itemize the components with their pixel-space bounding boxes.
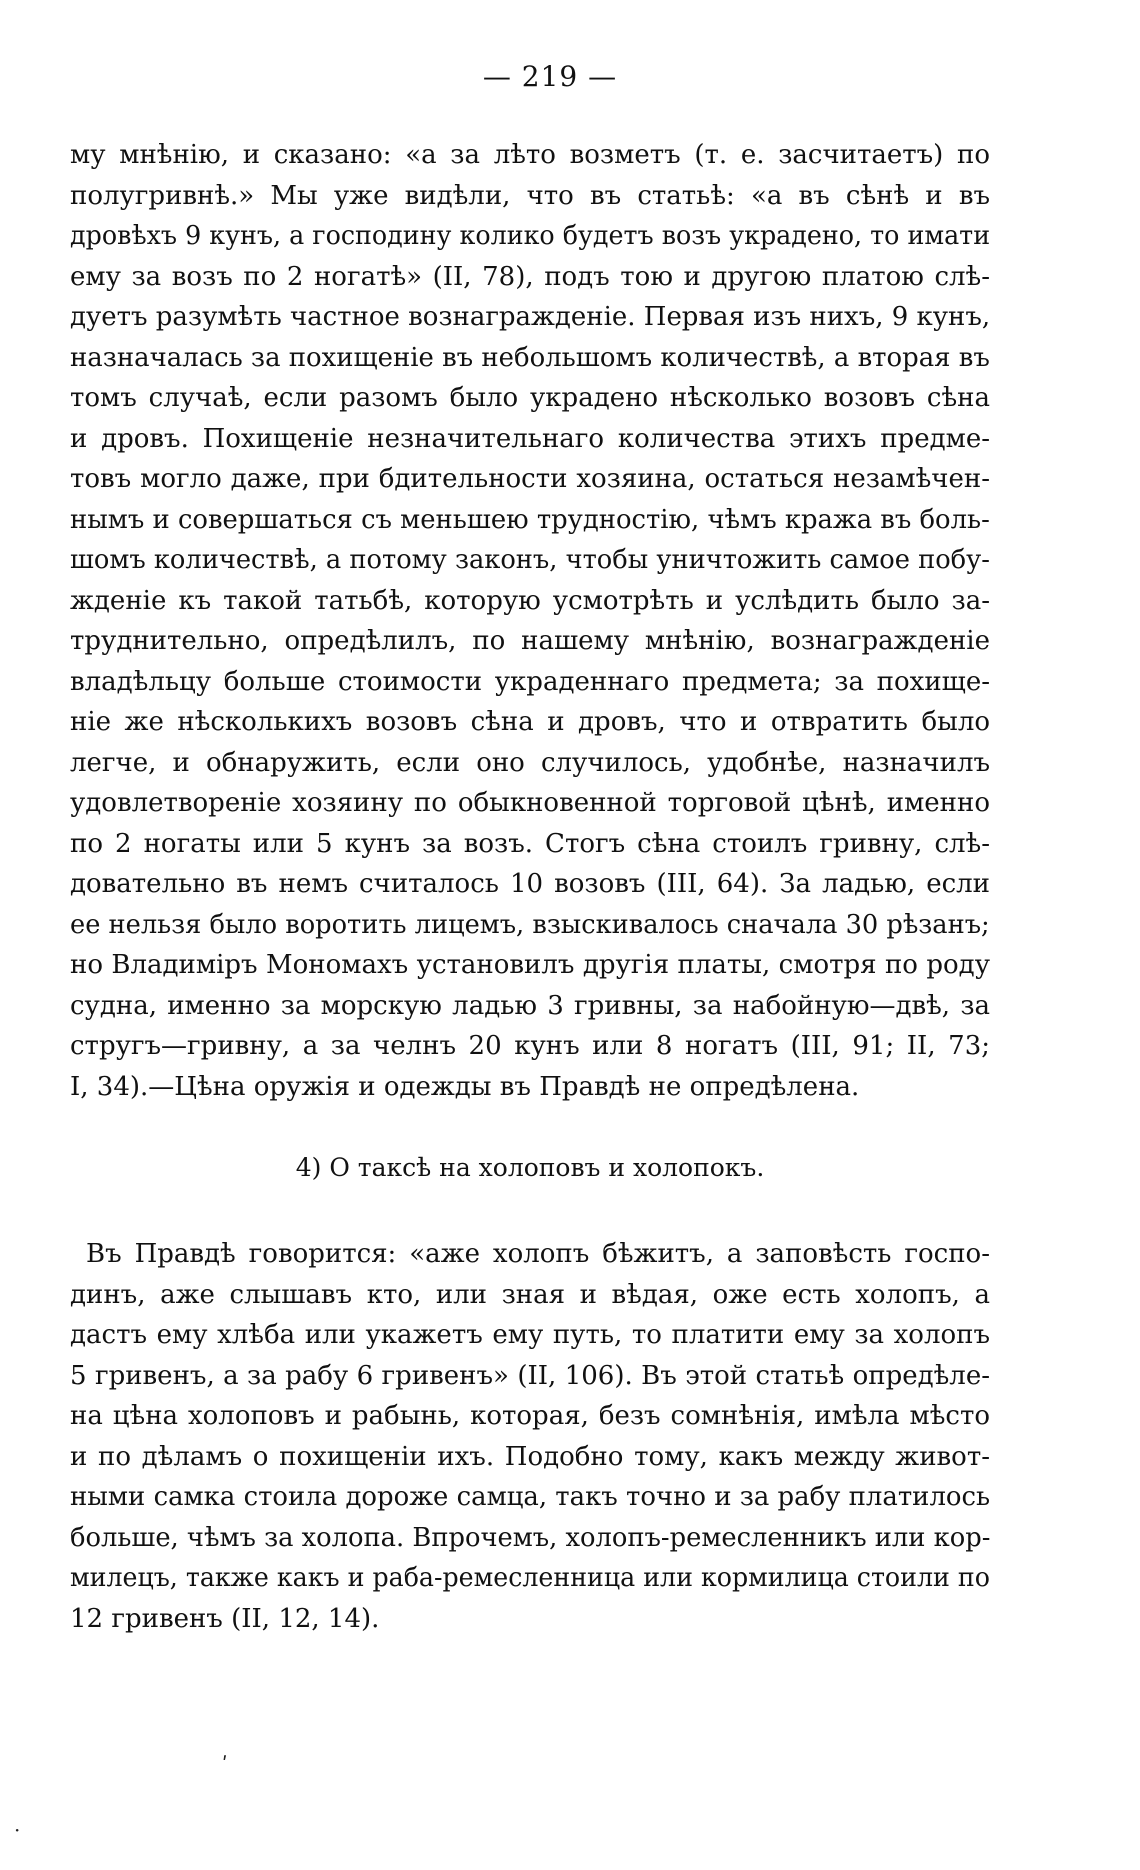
text-line: по 2 ногаты или 5 кунъ за возъ. Стогъ сѣна стоилъ гривну, слѣ- [70,828,990,859]
text-line: жденіе къ такой татьбѣ, которую усмотрѣть и услѣдить было за- [70,585,990,616]
text-line: нымъ и совершаться съ меньшею трудностію, чѣмъ кража въ боль- [70,504,990,535]
text-line: 5 гривенъ, а за рабу 6 гривенъ» (II, 106). Въ этой статьѣ опредѣле- [70,1360,990,1391]
text-line: на цѣна холоповъ и рабынь, которая, безъ сомнѣнія, имѣла мѣсто [70,1401,990,1431]
text-line: дуетъ разумѣть частное вознагражденіе. Первая изъ нихъ, 9 кунъ, [70,302,990,332]
text-line: и дровъ. Похищеніе незначительнаго количества этихъ предме- [70,423,990,454]
text-line: владѣльцу больше стоимости украденнаго предмета; за похище- [70,666,990,697]
text-line: больше, чѣмъ за холопа. Впрочемъ, холопъ-ремесленникъ или кор- [70,1522,990,1553]
text-line: дастъ ему хлѣба или укажетъ ему путь, то платити ему за холопъ [70,1320,990,1350]
text-line: му мнѣнію, и сказано: «а за лѣто возметъ (т. е. засчитаетъ) по [70,140,990,170]
text-line: 12 гривенъ (II, 12, 14). [70,1603,380,1634]
text-line: I, 34).—Цѣна оружія и одежды въ Правдѣ не опредѣлена. [70,1071,860,1102]
text-line: милецъ, также какъ и раба-ремесленница или кормилица стоили по [70,1563,990,1593]
text-line: и по дѣламъ о похищеніи ихъ. Подобно тому, какъ между живот- [70,1441,990,1472]
text-line: труднительно, опредѣлилъ, по нашему мнѣнію, вознагражденіе [70,626,990,656]
text-line: дровѣхъ 9 кунъ, а господину колико будетъ возъ украдено, то имати [70,221,991,251]
text-line: товъ могло даже, при бдительности хозяина, остаться незамѣчен- [70,464,990,494]
text-line: стругъ—гривну, а за челнъ 20 кунъ или 8 ногатъ (III, 91; II, 73; [70,1031,990,1061]
text-line: легче, и обнаружить, если оно случилось, удобнѣе, назначилъ [70,747,990,778]
scan-speck: · [14,1818,21,1842]
text-line: довательно въ немъ считалось 10 возовъ (III, 64). За ладью, если [70,869,990,899]
text-line: ніе же нѣсколькихъ возовъ сѣна и дровъ, что и отвратить было [70,707,990,737]
text-line: судна, именно за морскую ладью 3 гривны, за набойную—двѣ, за [70,990,990,1021]
page-number: — 219 — [482,60,618,93]
text-line: ее нельзя было воротить лицемъ, взыскивалось сначала 30 рѣзанъ; [70,909,990,940]
paragraph-price-of-slaves [70,1234,990,1639]
scan-speck: ʹ [222,1752,228,1776]
paragraph-price-of-hay-and-boats [70,135,990,1107]
text-line: назначалась за похищеніе въ небольшомъ количествѣ, а вторая въ [70,342,990,373]
text-line: шомъ количествѣ, а потому законъ, чтобы уничтожить самое побу- [70,545,990,575]
text-line: Въ Правдѣ говорится: «аже холопъ бѣжитъ, а заповѣсть госпо- [86,1239,990,1269]
book-page [70,60,990,1639]
text-line: ными самка стоила дороже самца, такъ точно и за рабу платилось [70,1482,990,1512]
text-line: томъ случаѣ, если разомъ было украдено нѣсколько возовъ сѣна [70,383,990,413]
text-line: динъ, аже слышавъ кто, или зная и вѣдая, оже есть холопъ, а [70,1279,990,1310]
text-line: ему за возъ по 2 ногатѣ» (II, 78), подъ тою и другою платою слѣ- [70,261,990,292]
text-line: удовлетвореніе хозяину по обыкновенной торговой цѣнѣ, именно [70,788,990,818]
section-heading: 4) О таксѣ на холоповъ и холопокъ. [295,1153,765,1182]
text-line: но Владиміръ Мономахъ установилъ другія платы, смотря по роду [70,950,990,980]
text-line: полугривнѣ.» Мы уже видѣли, что въ статьѣ: «а въ сѣнѣ и въ [70,180,990,211]
